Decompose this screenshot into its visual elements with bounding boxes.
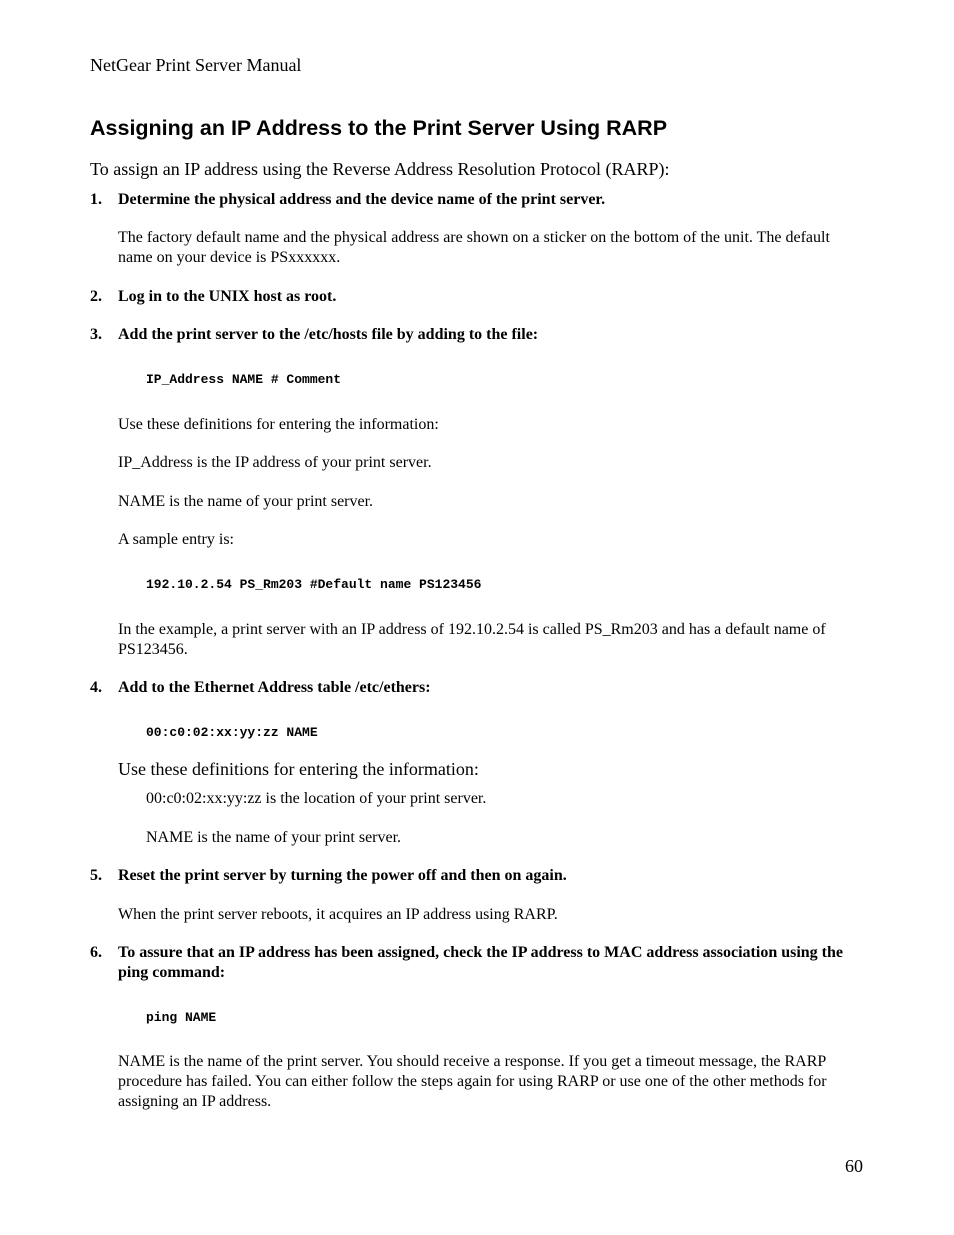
step-text: Reset the print server by turning the power off and then on again. — [118, 867, 567, 884]
step-number: 6. — [90, 944, 102, 961]
definitions-intro: Use these definitions for entering the information: — [118, 416, 439, 433]
step-number: 1. — [90, 191, 102, 208]
reboot-note: When the print server reboots, it acquires an IP address using RARP. — [118, 906, 558, 923]
step-text: Add to the Ethernet Address table /etc/ethers: — [118, 679, 431, 696]
page-number: 60 — [845, 1156, 863, 1176]
code-hosts-format: IP_Address NAME # Comment — [146, 372, 342, 387]
code-ethers: 00:c0:02:xx:yy:zz NAME — [146, 725, 318, 740]
step-number: 4. — [90, 679, 102, 696]
step-text: Determine the physical address and the device name of the print server. — [118, 191, 606, 208]
step-number: 5. — [90, 867, 102, 884]
example-explanation: In the example, a print server with an IP address of 192.10.2.54 is called PS_Rm203 and has a default name of PS123456. — [118, 621, 826, 658]
intro-paragraph: To assign an IP address using the Reverse Address Resolution Protocol (RARP): — [90, 159, 670, 179]
definitions-intro-2: Use these definitions for entering the information: — [118, 759, 479, 779]
ip-address-definition: IP_Address is the IP address of your print server. — [118, 454, 432, 471]
step-text: Log in to the UNIX host as root. — [118, 288, 337, 305]
sample-entry-label: A sample entry is: — [118, 531, 234, 548]
step1-note: The factory default name and the physical address are shown on a sticker on the bottom of the unit. The default name on your device is PSxxxxxx. — [118, 229, 830, 266]
step-number: 3. — [90, 326, 102, 343]
step-text: Add the print server to the /etc/hosts file by adding to the file: — [118, 326, 539, 343]
name-definition: NAME is the name of your print server. — [118, 493, 374, 510]
running-header: NetGear Print Server Manual — [90, 55, 302, 75]
final-paragraph: NAME is the name of the print server. You should receive a response. If you get a timeout message, the RARP procedure has failed. You can either follow the steps again for using RARP or use one of the other methods for assigning an IP address. — [118, 1053, 827, 1110]
step-text: To assure that an IP address has been assigned, check the IP address to MAC address association using the ping command: — [118, 944, 844, 981]
step-number: 2. — [90, 288, 102, 305]
code-ping: ping NAME — [146, 1010, 217, 1025]
code-hosts-sample: 192.10.2.54 PS_Rm203 #Default name PS123456 — [146, 577, 482, 592]
name-definition-2: NAME is the name of your print server. — [146, 829, 402, 846]
section-title: Assigning an IP Address to the Print Server Using RARP — [90, 116, 668, 140]
mac-definition: 00:c0:02:xx:yy:zz is the location of your print server. — [146, 790, 487, 807]
